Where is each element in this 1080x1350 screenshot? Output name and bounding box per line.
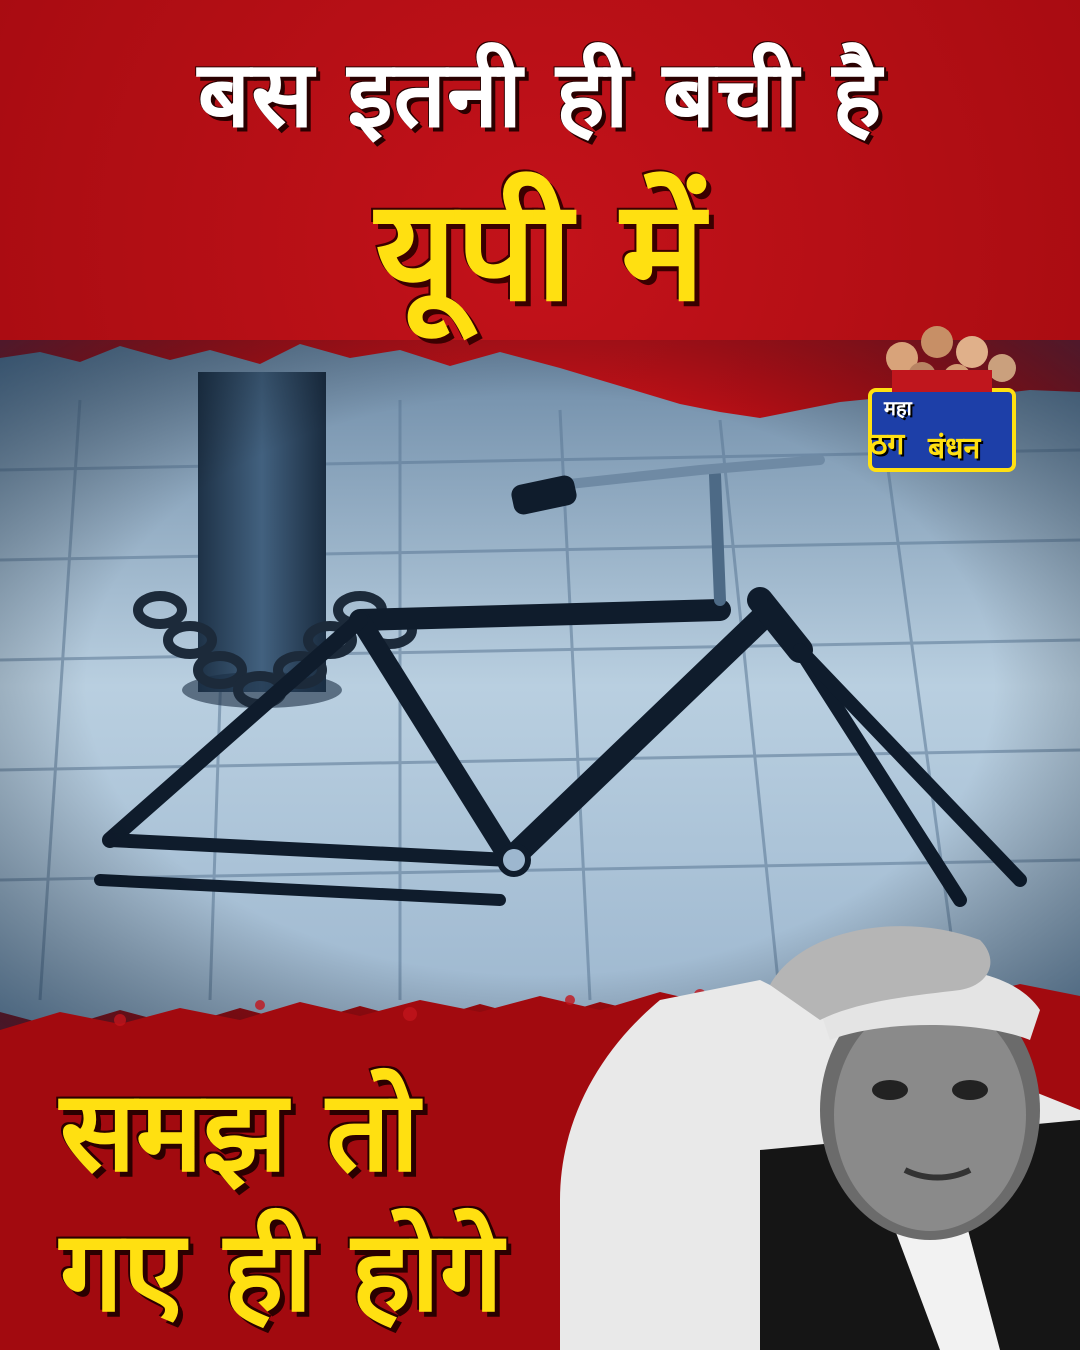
logo-maha-text: महा	[884, 396, 912, 420]
logo-bandhan-text: बंधन	[928, 431, 981, 466]
bottom-text-line-2: गए ही होगे	[60, 1207, 503, 1337]
headline-line-2: यूपी में	[375, 170, 705, 333]
bottom-text-line-1: समझ तो	[60, 1067, 420, 1197]
headline-line-1: बस इतनी ही बची है	[197, 41, 883, 148]
logo-thag-text: ठग	[870, 427, 905, 462]
mahathagbandhan-logo	[862, 318, 1022, 478]
